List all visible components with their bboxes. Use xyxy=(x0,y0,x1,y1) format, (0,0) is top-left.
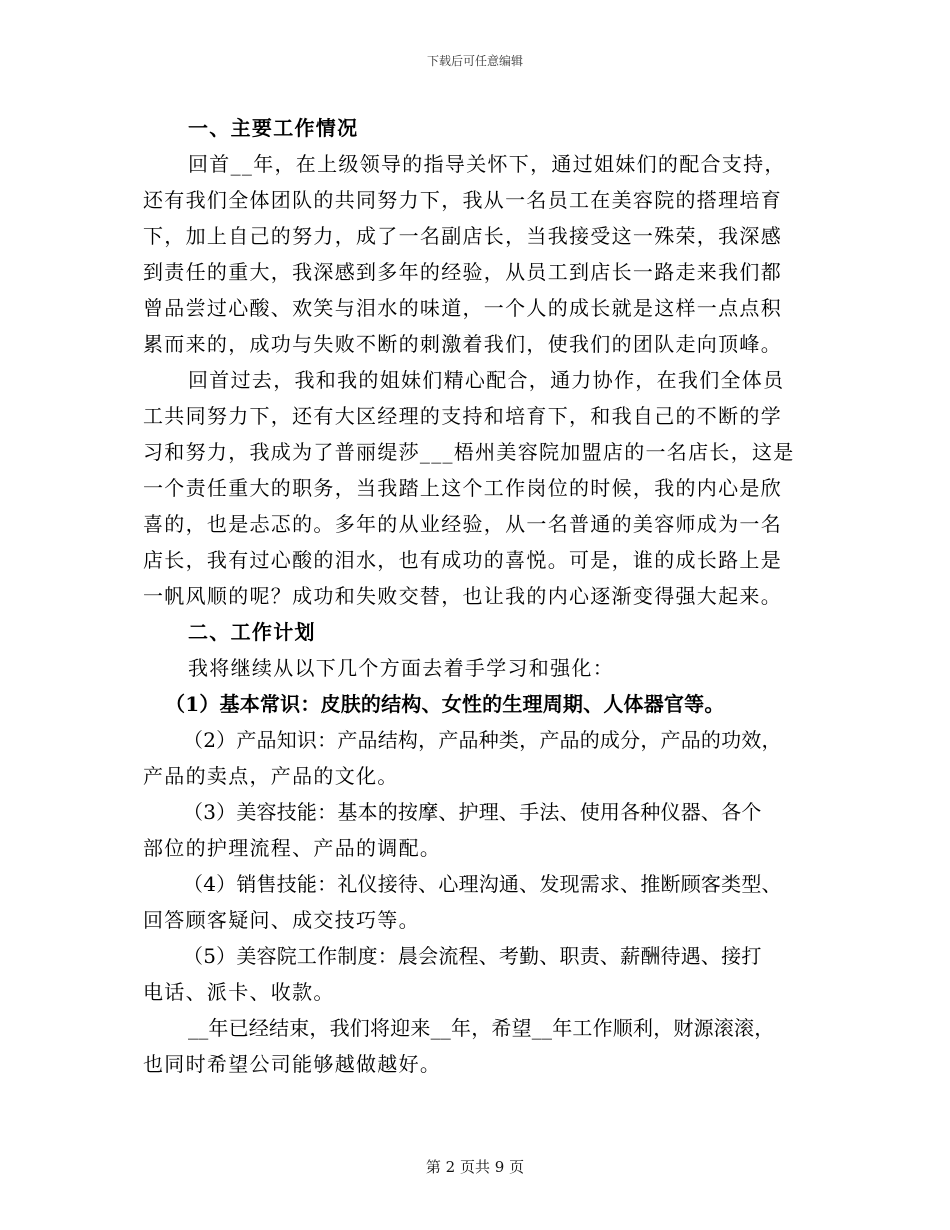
section-heading-work-plan: 二、工作计划 xyxy=(188,620,316,644)
paragraph-line: 也同时希望公司能够越做越好。 xyxy=(143,1052,442,1076)
paragraph-line: 还有我们全体团队的共同努力下，我从一名员工在美容院的搭理培育 xyxy=(143,188,782,212)
page-header: 下载后可任意编辑 xyxy=(426,54,523,68)
list-item-sales-skills: （4）销售技能：礼仪接待、心理沟通、发现需求、推断顾客类型、 xyxy=(183,872,782,896)
document-body xyxy=(143,110,823,1082)
paragraph-line: 一个责任重大的职务，当我踏上这个工作岗位的时候，我的内心是欣 xyxy=(143,476,782,500)
paragraph-line: 一帆风顺的呢？成功和失败交替，也让我的内心逐渐变得强大起来。 xyxy=(143,584,782,608)
list-item-basic-knowledge: （1）基本常识：皮肤的结构、女性的生理周期、人体器官等。 xyxy=(165,692,725,716)
paragraph-line: 累而来的，成功与失败不断的刺激着我们，使我们的团队走向顶峰。 xyxy=(143,332,782,356)
paragraph-line: 部位的护理流程、产品的调配。 xyxy=(143,836,442,860)
section-heading-main-work: 一、主要工作情况 xyxy=(188,116,359,140)
paragraph-line: 习和努力，我成为了普丽缇莎___梧州美容院加盟店的一名店长，这是 xyxy=(143,440,795,464)
paragraph-line: 店长，我有过心酸的泪水，也有成功的喜悦。可是，谁的成长路上是 xyxy=(143,548,782,572)
paragraph-line: __年已经结束，我们将迎来__年，希望__年工作顺利，财源滚滚， xyxy=(188,1016,775,1040)
paragraph-line: 喜的，也是忐忑的。多年的从业经验，从一名普通的美容师成为一名 xyxy=(143,512,782,536)
page-number: 第 2 页共 9 页 xyxy=(425,1158,525,1176)
paragraph-line: 到责任的重大，我深感到多年的经验，从员工到店长一路走来我们都 xyxy=(143,260,782,284)
paragraph-line: 回答顾客疑问、成交技巧等。 xyxy=(143,908,420,932)
list-item-product-knowledge: （2）产品知识：产品结构，产品种类，产品的成分，产品的功效， xyxy=(183,728,782,752)
paragraph-line: 产品的卖点，产品的文化。 xyxy=(143,764,399,788)
paragraph-line: 曾品尝过心酸、欢笑与泪水的味道，一个人的成长就是这样一点点积 xyxy=(143,296,782,320)
paragraph-line: 下，加上自己的努力，成了一名副店长，当我接受这一殊荣，我深感 xyxy=(143,224,782,248)
paragraph-line: 电话、派卡、收款。 xyxy=(143,980,335,1004)
paragraph-line: 回首过去，我和我的姐妹们精心配合，通力协作，在我们全体员 xyxy=(188,368,785,392)
paragraph-line: 我将继续从以下几个方面去着手学习和强化： xyxy=(188,656,614,680)
list-item-work-rules: （5）美容院工作制度：晨会流程、考勤、职责、薪酬待遇、接打 xyxy=(183,944,762,968)
list-item-beauty-skills: （3）美容技能：基本的按摩、护理、手法、使用各种仪器、各个 xyxy=(183,800,762,824)
paragraph-line: 工共同努力下，还有大区经理的支持和培育下，和我自己的不断的学 xyxy=(143,404,782,428)
paragraph-line: 回首__年，在上级领导的指导关怀下，通过姐妹们的配合支持， xyxy=(188,152,786,176)
